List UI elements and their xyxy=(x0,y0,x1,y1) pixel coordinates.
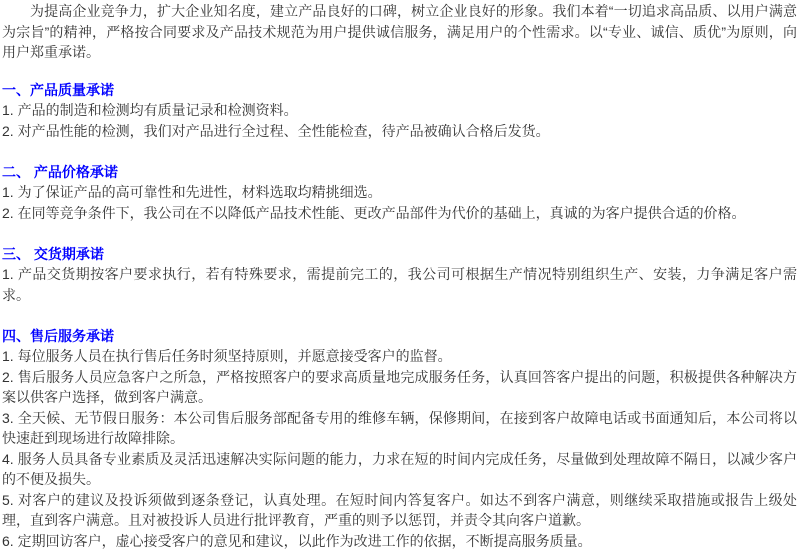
section-heading-after-sales-service: 四、售后服务承诺 xyxy=(2,326,797,347)
list-item: 5. 对客户的建议及投诉须做到逐条登记，认真处理。在短时间内答复客户。如达不到客户满意，则继续采取措施或报告上级处理，直到客户满意。且对被投诉人员进行批评教育，严重的则予以惩罚，并责令其向客户道歉。 xyxy=(2,490,797,531)
section-product-price xyxy=(2,162,797,224)
list-item: 2. 售后服务人员应急客户之所急，严格按照客户的要求高质量地完成服务任务，认真回答客户提出的问题，积极提供各种解决方案以供客户选择，做到客户满意。 xyxy=(2,367,797,408)
list-item: 2. 在同等竞争条件下，我公司在不以降低产品技术性能、更改产品部件为代价的基础上，真诚的为客户提供合适的价格。 xyxy=(2,203,797,224)
list-item: 1. 产品的制造和检测均有质量记录和检测资料。 xyxy=(2,100,797,121)
list-item: 4. 服务人员具备专业素质及灵活迅速解决实际问题的能力，力求在短的时间内完成任务，尽量做到处理故障不隔日，以减少客户的不便及损失。 xyxy=(2,449,797,490)
section-heading-product-price: 二、 产品价格承诺 xyxy=(2,162,797,183)
list-item: 2. 对产品性能的检测，我们对产品进行全过程、全性能检查，待产品被确认合格后发货。 xyxy=(2,121,797,142)
intro-paragraph: 为提高企业竞争力，扩大企业知名度，建立产品良好的口碑，树立企业良好的形象。我们本着“一切追求高品质、以用户满意为宗旨”的精神，严格按合同要求及产品技术规范为用户提供诚信服务，满足用户的个性需求。以“专业、诚信、质优”为原则，向用户郑重承诺。 xyxy=(2,1,797,63)
section-heading-product-quality: 一、产品质量承诺 xyxy=(2,80,797,101)
list-item: 3. 全天候、无节假日服务：本公司售后服务部配备专用的维修车辆，保修期间，在接到客户故障电话或书面通知后，本公司将以快速赶到现场进行故障排除。 xyxy=(2,408,797,449)
list-item: 1. 每位服务人员在执行售后任务时须坚持原则，并愿意接受客户的监督。 xyxy=(2,346,797,367)
section-heading-delivery-time: 三、 交货期承诺 xyxy=(2,244,797,265)
section-product-quality xyxy=(2,80,797,142)
section-delivery-time xyxy=(2,244,797,306)
list-item: 1. 为了保证产品的高可靠性和先进性，材料选取均精挑细选。 xyxy=(2,182,797,203)
list-item: 1. 产品交货期按客户要求执行，若有特殊要求，需提前完工的，我公司可根据生产情况特别组织生产、安装，力争满足客户需求。 xyxy=(2,264,797,305)
section-after-sales-service xyxy=(2,326,797,551)
list-item: 6. 定期回访客户，虚心接受客户的意见和建议，以此作为改进工作的依据，不断提高服务质量。 xyxy=(2,531,797,551)
